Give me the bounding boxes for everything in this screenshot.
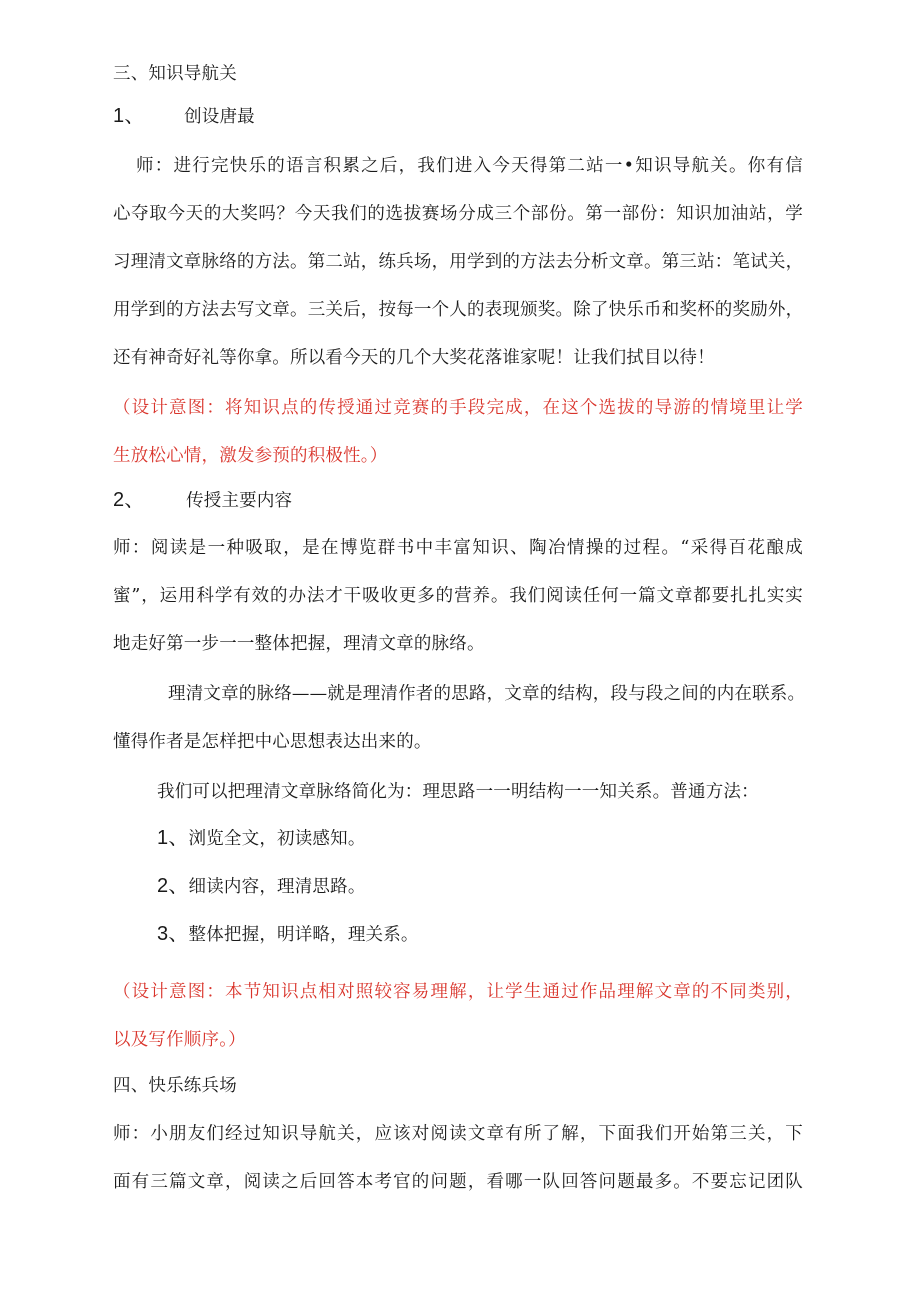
method-2-text: 细读内容，理清思路。: [188, 877, 366, 897]
item1-para-line-4: 用学到的方法去写文章。三关后，按每一个人的表现颁奖。除了快乐币和奖杯的奖励外，: [113, 300, 804, 320]
item1-design-line-1: （设计意图：将知识点的传授通过竞赛的手段完成，在这个选拔的导游的情境里让学: [113, 398, 803, 418]
item2-explain-line-1: 理清文章的脉络——就是理清作者的思路，文章的结构，段与段之间的内在联系。: [168, 684, 806, 704]
method-2-number: 2、: [157, 875, 189, 897]
item2-para-line-1: 师：阅读是一种吸取，是在博览群书中丰富知识、陶冶情操的过程。“采得百花酿成: [113, 538, 803, 558]
item2-para-line-3: 地走好第一步一一整体把握，理清文章的脉络。: [113, 634, 485, 654]
item2-explain-line-2: 懂得作者是怎样把中心思想表达出来的。: [113, 732, 432, 752]
item2-heading: [113, 488, 292, 513]
item1-para-line-5: 还有神奇好礼等你拿。所以看今天的几个大奖花落谁家呢！让我们拭目以待！: [113, 348, 715, 368]
method-1-number: 1、: [157, 827, 189, 849]
method-1: [157, 826, 366, 851]
method-3-text: 整体把握，明详略，理关系。: [188, 925, 419, 945]
section4-para-line-2: 面有三篇文章，阅读之后回答本考官的问题，看哪一队回答问题最多。不要忘记团队: [113, 1172, 803, 1192]
item1-para-line-1: 师：进行完快乐的语言积累之后，我们进入今天得第二站一•知识导航关。你有信: [136, 156, 803, 176]
method-1-text: 浏览全文，初读感知。: [188, 829, 366, 849]
item2-design-line-1: （设计意图：本节知识点相对照较容易理解，让学生通过作品理解文章的不同类别，: [113, 982, 803, 1002]
section4-heading: 四、快乐练兵场: [113, 1076, 237, 1096]
item2-title: 传授主要内容: [186, 491, 293, 511]
item1-title: 创设唐最: [184, 107, 255, 127]
method-3: [157, 922, 419, 947]
item2-para-line-2: 蜜”，运用科学有效的办法才干吸收更多的营养。我们阅读任何一篇文章都要扎扎实实: [113, 586, 803, 606]
item2-design-line-2: 以及写作顺序。）: [113, 1030, 246, 1050]
section4-para-line-1: 师：小朋友们经过知识导航关，应该对阅读文章有所了解，下面我们开始第三关，下: [113, 1124, 803, 1144]
method-2: [157, 874, 366, 899]
section3-heading: 三、知识导航关: [113, 64, 237, 84]
item1-heading: [113, 104, 255, 129]
method-3-number: 3、: [157, 923, 189, 945]
item1-design-line-2: 生放松心情，激发参预的积极性。）: [113, 446, 388, 466]
item2-simplify: 我们可以把理清文章脉络简化为：理思路一一明结构一一知关系。普通方法：: [157, 782, 759, 802]
item1-para-line-3: 习理清文章脉络的方法。第二站，练兵场，用学到的方法去分析文章。第三站：笔试关，: [113, 252, 804, 272]
item1-para-line-2: 心夺取今天的大奖吗？今天我们的选拔赛场分成三个部份。第一部份：知识加油站，学: [113, 204, 803, 224]
item1-number: 1、: [113, 105, 145, 127]
item2-number: 2、: [113, 489, 145, 511]
